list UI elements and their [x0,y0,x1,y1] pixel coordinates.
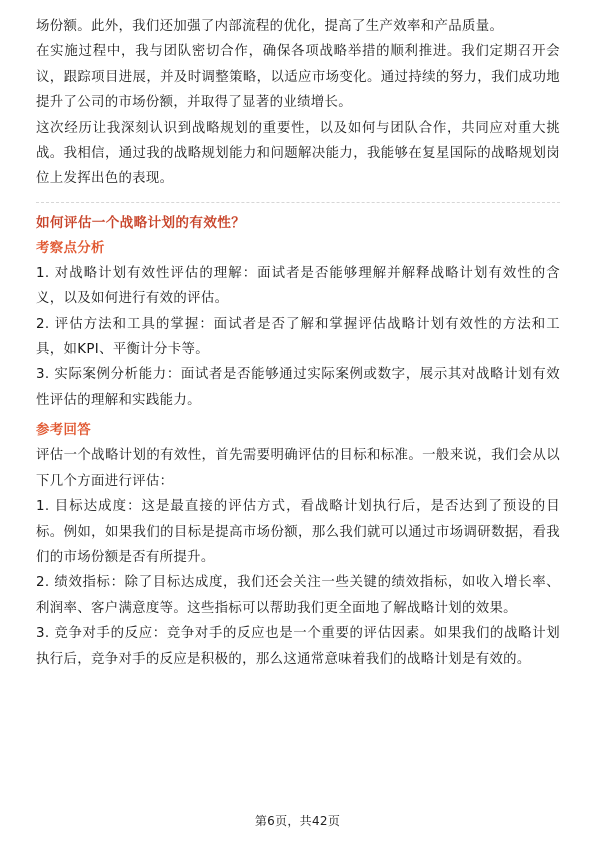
answer-heading: 参考回答 [36,423,91,439]
analysis-point: 2. 评估方法和工具的掌握：面试者是否了解和掌握评估战略计划有效性的方法和工具，如KPI、平衡计分卡等。 [36,316,560,358]
intro-paragraph: 在实施过程中，我与团队密切合作，确保各项战略举措的顺利推进。我们定期召开会议，跟踪项目进展，并及时调整策略，以适应市场变化。通过持续的努力，我们成功地提升了公司的市场份额，并取得了显著的业绩增长。 [36,44,560,111]
analysis-point: 1. 对战略计划有效性评估的理解：面试者是否能够理解并解释战略计划有效性的含义，以及如何进行有效的评估。 [36,265,560,307]
analysis-heading: 考察点分析 [36,240,105,256]
answer-paragraph: 1. 目标达成度：这是最直接的评估方式，看战略计划执行后，是否达到了预设的目标。例如，如果我们的目标是提高市场份额，那么我们就可以通过市场调研数据，看我们的市场份额是否有所提升。 [36,499,560,565]
answer-paragraph: 评估一个战略计划的有效性，首先需要明确评估的目标和标准。一般来说，我们会从以下几个方面进行评估： [36,448,560,489]
intro-paragraph: 场份额。此外，我们还加强了内部流程的优化，提高了生产效率和产品质量。 [36,19,504,34]
question-heading: 如何评估一个战略计划的有效性？ [36,214,246,231]
document-page [36,14,560,672]
answer-paragraph: 2. 绩效指标：除了目标达成度，我们还会关注一些关键的绩效指标，如收入增长率、利润率、客户满意度等。这些指标可以帮助我们更全面地了解战略计划的效果。 [36,575,560,616]
analysis-point: 3. 实际案例分析能力：面试者是否能够通过实际案例或数字，展示其对战略计划有效性评估的理解和实践能力。 [36,367,560,408]
page-number: 第6页，共42页 [254,814,341,828]
intro-paragraph: 这次经历让我深刻认识到战略规划的重要性，以及如何与团队合作，共同应对重大挑战。我相信，通过我的战略规划能力和问题解决能力，我能够在复星国际的战略规划岗位上发挥出色的表现。 [36,120,560,187]
section-divider [36,202,560,203]
answer-paragraph: 3. 竞争对手的反应：竞争对手的反应也是一个重要的评估因素。如果我们的战略计划执行后，竞争对手的反应是积极的，那么这通常意味着我们的战略计划是有效的。 [36,626,560,667]
